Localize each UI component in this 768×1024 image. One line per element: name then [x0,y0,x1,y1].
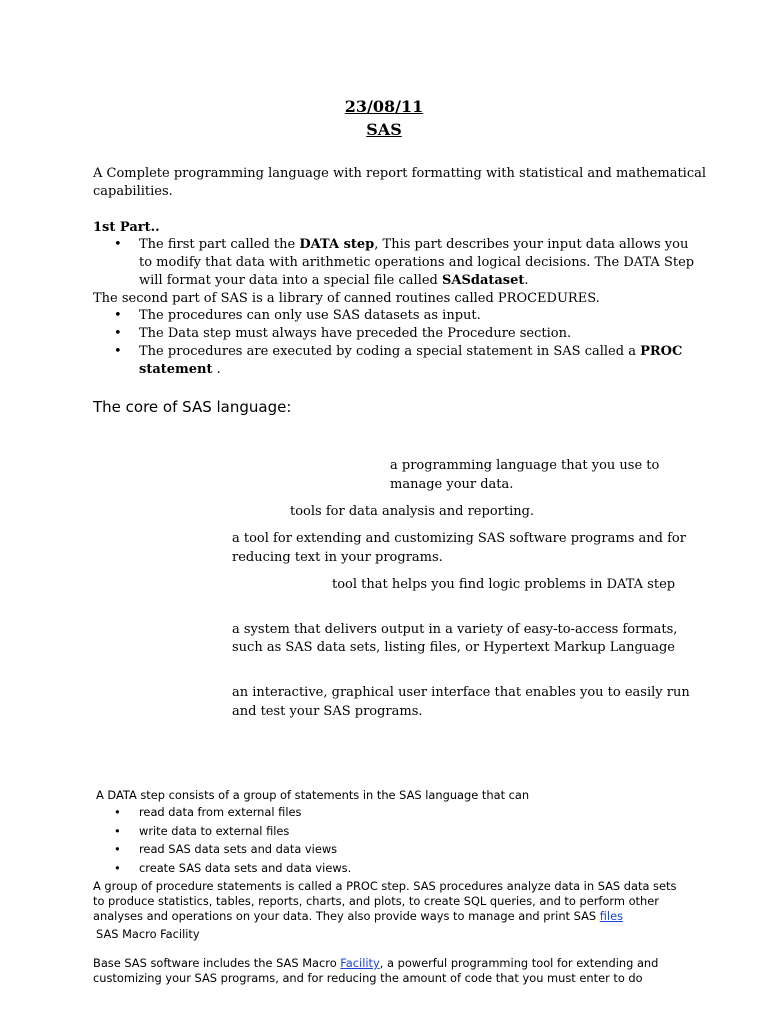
files-link[interactable]: files [599,909,624,923]
bullet-marker: • [114,861,121,875]
datastep-bullet: write data to external files [139,824,290,838]
core-item-6-line2: and test your SAS programs. [232,704,423,719]
bullet-marker: • [114,805,121,819]
bullet-marker: • [114,824,121,838]
core-item-2: tools for data analysis and reporting. [290,504,535,519]
page-title: SAS [366,120,402,139]
datastep-bullet: read SAS data sets and data views [139,842,338,856]
bullet-marker: • [114,308,122,323]
core-item-3-line2: reducing text in your programs. [232,550,443,565]
part1-bullet2: The procedures can only use SAS datasets as input. [139,308,481,323]
core-item-5-line1: a system that delivers output in a variety of easy-to-access formats, [232,622,678,637]
bullet-marker: • [114,237,122,252]
part1-heading: 1st Part.. [93,220,160,235]
bullet-marker: • [114,326,122,341]
proc-line-3: analyses and operations on your data. They also provide ways to manage and print SAS files [93,909,624,923]
second-part-text: The second part of SAS is a library of canned routines called PROCEDURES. [93,291,600,306]
macro-line-1: Base SAS software includes the SAS Macro Facility, a powerful programming tool for extending and [93,956,659,970]
core-heading: The core of SAS language: [93,398,292,416]
part1-bullet1-line1: The first part called the DATA step, This part describes your input data allows you [139,237,689,252]
core-item-3-line1: a tool for extending and customizing SAS software programs and for [232,531,686,546]
datastep-bullet: read data from external files [139,805,302,819]
core-item-4: tool that helps you find logic problems in DATA step [332,577,676,592]
part1-bullet4-line1: The procedures are executed by coding a special statement in SAS called a PROC [139,344,683,359]
proc-line-1: A group of procedure statements is called a PROC step. SAS procedures analyze data in SAS data sets [93,879,677,893]
part1-bullet1-line2: to modify that data with arithmetic operations and logical decisions. The DATA Step [139,255,695,270]
facility-link[interactable]: Facility [340,956,380,970]
part1-bullet1-line3: will format your data into a special file called SASdataset. [139,273,529,288]
bullet-marker: • [114,344,122,359]
core-item-5-line2: such as SAS data sets, listing files, or Hypertext Markup Language [232,640,675,655]
intro-line-1: A Complete programming language with report formatting with statistical and mathematical [93,166,707,181]
macro-heading: SAS Macro Facility [96,927,200,941]
core-item-1-line2: manage your data. [390,477,514,492]
intro-line-2: capabilities. [93,184,173,199]
part1-bullet4-line2: statement . [139,362,221,377]
part1-bullet3: The Data step must always have preceded the Procedure section. [139,326,572,341]
proc-line-2: to produce statistics, tables, reports, charts, and plots, to create SQL queries, and to perform other [93,894,659,908]
datastep-intro: A DATA step consists of a group of statements in the SAS language that can [96,788,530,802]
core-item-6-line1: an interactive, graphical user interface that enables you to easily run [232,685,690,700]
datastep-bullet: create SAS data sets and data views. [139,861,352,875]
macro-line-2: customizing your SAS programs, and for reducing the amount of code that you must enter to do [93,971,643,985]
bullet-marker: • [114,842,121,856]
core-item-1-line1: a programming language that you use to [390,458,660,473]
page-date: 23/08/11 [344,97,424,116]
